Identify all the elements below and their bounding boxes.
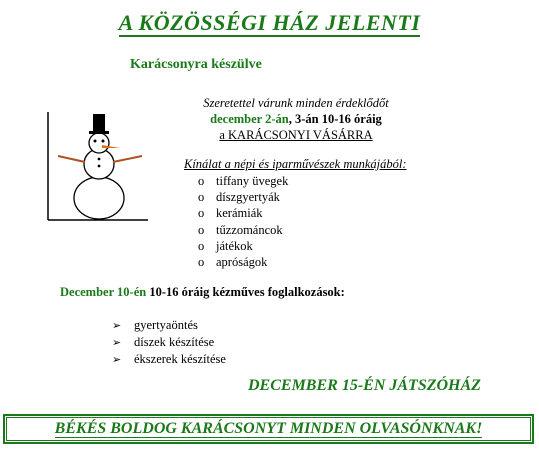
list-item [112, 351, 226, 368]
list-item [198, 173, 288, 189]
arm-right [113, 156, 142, 162]
hat-top [93, 114, 105, 132]
footer-inner [6, 417, 531, 441]
arrow-bullet-icon: ➢ [112, 354, 122, 366]
workshop-list [112, 317, 226, 368]
bullet-icon: o [198, 190, 205, 205]
list-item-label: tűzzománcok [216, 222, 283, 237]
december-15-heading: DECEMBER 15-ÉN JÁTSZÓHÁZ [248, 377, 481, 394]
invite-line-2 [178, 111, 414, 127]
button-2 [98, 165, 101, 168]
list-item [198, 205, 288, 221]
bullet-icon: o [198, 206, 205, 221]
page-title [0, 10, 539, 36]
bullet-icon: o [198, 238, 205, 253]
bullet-icon: o [198, 222, 205, 237]
eye-right [102, 140, 105, 143]
list-item [112, 334, 226, 351]
list-item [198, 254, 288, 270]
workshop-rest: 10-16 óráig kézműves foglalkozások: [146, 285, 345, 299]
offer-list [198, 173, 288, 270]
invite-block [178, 95, 414, 143]
invite-line-3: a KARÁCSONYI VÁSÁRRA [219, 128, 373, 142]
footer-text: BÉKÉS BOLDOG KARÁCSONYT MINDEN OLVASÓNKNAK! [54, 419, 483, 437]
invite-rest: , 3-án 10-16 óráig [288, 112, 382, 126]
list-item-label: ékszerek készítése [134, 352, 226, 366]
offer-heading: Kínálat a népi és iparművészek munkájából: [184, 157, 407, 171]
workshop-date: December 10-én [60, 285, 147, 299]
list-item [198, 238, 288, 254]
snowman-illustration [44, 110, 154, 225]
eye-left [94, 140, 97, 143]
footer-banner [3, 414, 534, 444]
list-item-label: gyertyaöntés [134, 318, 198, 332]
list-item [198, 189, 288, 205]
workshop-heading [60, 285, 345, 300]
button-1 [98, 158, 101, 161]
title-text: A KÖZÖSSÉGI HÁZ JELENTI [118, 10, 421, 35]
subtitle: Karácsonyra készülve [130, 57, 262, 72]
snowman-bottom [74, 177, 124, 219]
arrow-bullet-icon: ➢ [112, 320, 122, 332]
invite-date: december 2-án [210, 112, 289, 126]
arrow-bullet-icon: ➢ [112, 337, 122, 349]
list-item [198, 222, 288, 238]
list-item-label: díszgyertyák [216, 190, 280, 205]
list-item-label: tiffany üvegek [216, 174, 289, 188]
list-item-label: apróságok [216, 255, 268, 270]
list-item-label: játékok [216, 238, 253, 253]
list-item-label: kerámiák [216, 206, 263, 221]
bullet-icon: o [198, 174, 205, 188]
invite-line-1: Szeretettel várunk minden érdeklődőt [203, 96, 389, 110]
bullet-icon: o [198, 255, 205, 270]
list-item [112, 317, 226, 334]
arm-left [58, 156, 85, 162]
snowman-head [89, 133, 109, 153]
list-item-label: díszek készítése [134, 335, 215, 349]
